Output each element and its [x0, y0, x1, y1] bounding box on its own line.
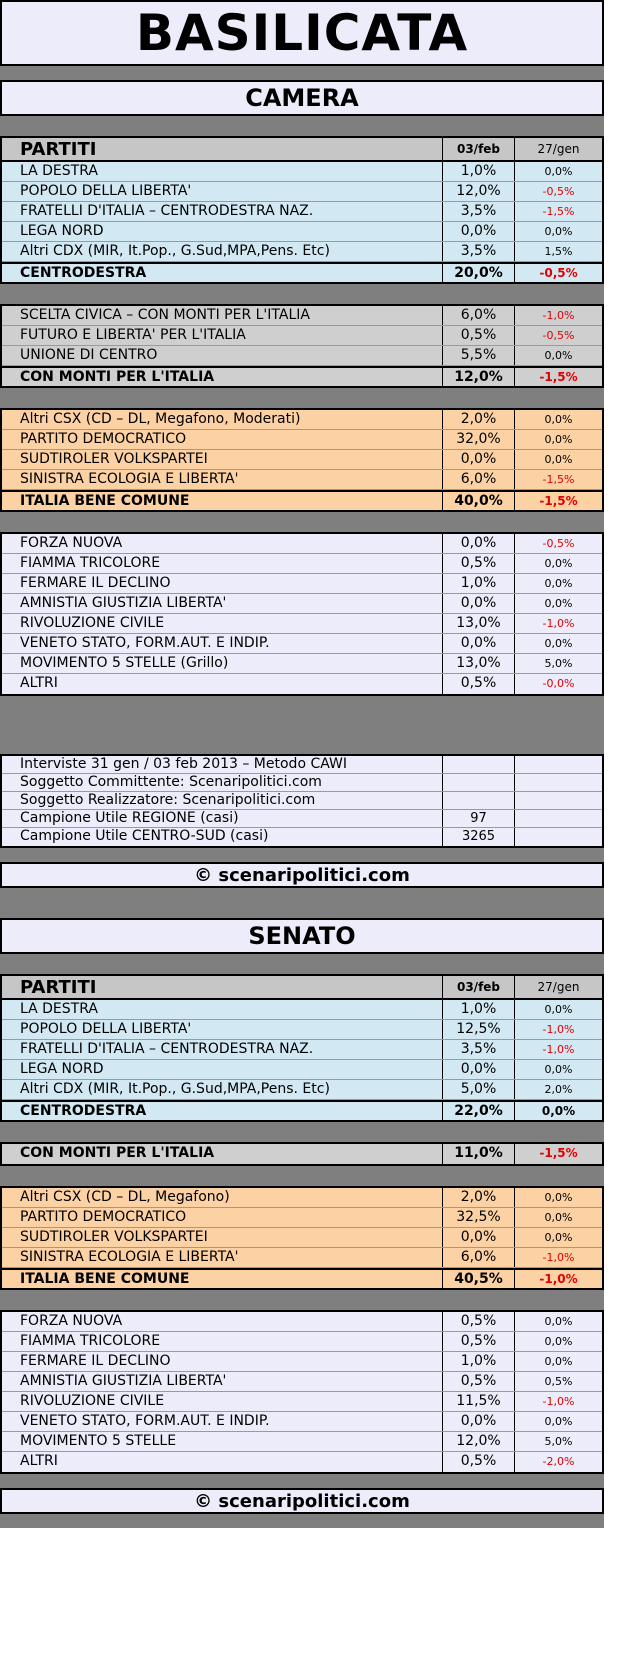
- table-row: [2, 594, 602, 614]
- table-row: [2, 1432, 602, 1452]
- table-row: [2, 182, 602, 202]
- party-name: POPOLO DELLA LIBERTA': [20, 183, 192, 199]
- value-current: 6,0%: [442, 470, 514, 489]
- party-name: Altri CDX (MIR, It.Pop., G.Sud,MPA,Pens. Etc): [20, 1081, 330, 1097]
- info-row: [2, 756, 602, 774]
- table-row: [2, 1228, 602, 1248]
- party-group-table: [0, 408, 604, 512]
- value-change: -0,5%: [514, 264, 602, 282]
- party-name: PARTITO DEMOCRATICO: [20, 1209, 187, 1225]
- table-row: [2, 162, 602, 182]
- party-name: RIVOLUZIONE CIVILE: [20, 1393, 165, 1409]
- value-current: 13,0%: [442, 614, 514, 633]
- value-change: -1,5%: [514, 368, 602, 386]
- divider: [0, 1290, 604, 1310]
- party-group-table: [0, 136, 604, 284]
- table-row: [2, 222, 602, 242]
- value-change: 0,0%: [514, 1228, 602, 1247]
- info-value: 97: [442, 810, 514, 827]
- coalition-total-row: [2, 262, 602, 282]
- value-change: 0,0%: [514, 1060, 602, 1079]
- table-row: [2, 1332, 602, 1352]
- party-group-table: [0, 974, 604, 1122]
- divider: [0, 1122, 604, 1142]
- table-row: [2, 614, 602, 634]
- divider: [0, 1474, 604, 1488]
- divider: [0, 954, 604, 974]
- party-name: CENTRODESTRA: [20, 1103, 147, 1119]
- divider: [0, 66, 604, 80]
- party-name: SCELTA CIVICA – CON MONTI PER L'ITALIA: [20, 307, 310, 323]
- info-row: [2, 810, 602, 828]
- table-row: [2, 450, 602, 470]
- value-change: 0,0%: [514, 1188, 602, 1207]
- value-change: -1,5%: [514, 492, 602, 510]
- table-row: [2, 202, 602, 222]
- value-current: 0,0%: [442, 222, 514, 241]
- party-name: ITALIA BENE COMUNE: [20, 493, 190, 509]
- party-name: Altri CSX (CD – DL, Megafono): [20, 1189, 230, 1205]
- party-group-table: [0, 1310, 604, 1474]
- party-name: UNIONE DI CENTRO: [20, 347, 158, 363]
- party-name: FUTURO E LIBERTA' PER L'ITALIA: [20, 327, 246, 343]
- value-change: -1,0%: [514, 306, 602, 325]
- value-current: 1,0%: [442, 162, 514, 181]
- party-name: MOVIMENTO 5 STELLE: [20, 1433, 177, 1449]
- table-row: [2, 574, 602, 594]
- value-current: 3,5%: [442, 242, 514, 261]
- table-row: [2, 654, 602, 674]
- info-label: Interviste 31 gen / 03 feb 2013 – Metodo CAWI: [20, 756, 348, 772]
- party-name: CON MONTI PER L'ITALIA: [20, 369, 215, 385]
- info-value: [442, 756, 514, 773]
- party-name: FERMARE IL DECLINO: [20, 575, 171, 591]
- party-name: ALTRI: [20, 1453, 58, 1469]
- value-current: 40,5%: [442, 1270, 514, 1288]
- party-name: SINISTRA ECOLOGIA E LIBERTA': [20, 471, 239, 487]
- value-change: -1,5%: [514, 202, 602, 221]
- table-row: [2, 1412, 602, 1432]
- party-name: VENETO STATO, FORM.AUT. E INDIP.: [20, 1413, 270, 1429]
- coalition-total-row: [2, 366, 602, 386]
- value-change: -0,5%: [514, 534, 602, 553]
- table-row: [2, 1372, 602, 1392]
- info-empty: [514, 774, 602, 791]
- party-name: CON MONTI PER L'ITALIA: [20, 1145, 215, 1161]
- party-name: FORZA NUOVA: [20, 1313, 123, 1329]
- table-row: [2, 674, 602, 694]
- coalition-total-row: [2, 1268, 602, 1288]
- value-change: 0,0%: [514, 222, 602, 241]
- value-current: 0,0%: [442, 1412, 514, 1431]
- value-current: 0,0%: [442, 1060, 514, 1079]
- info-label: Soggetto Realizzatore: Scenaripolitici.com: [20, 792, 316, 808]
- value-current: 3,5%: [442, 202, 514, 221]
- value-change: 0,0%: [514, 574, 602, 593]
- value-change: 0,0%: [514, 1332, 602, 1351]
- table-row: [2, 1080, 602, 1100]
- party-name: POPOLO DELLA LIBERTA': [20, 1021, 192, 1037]
- table-header: [2, 138, 602, 162]
- value-change: -1,0%: [514, 614, 602, 633]
- value-current: 0,5%: [442, 1372, 514, 1391]
- value-change: 5,0%: [514, 654, 602, 673]
- table-row: [2, 1040, 602, 1060]
- value-current: 5,0%: [442, 1080, 514, 1099]
- value-change: 0,0%: [514, 1102, 602, 1120]
- divider: [0, 848, 604, 862]
- party-name: AMNISTIA GIUSTIZIA LIBERTA': [20, 595, 227, 611]
- value-current: 0,5%: [442, 674, 514, 694]
- divider: [0, 116, 604, 136]
- value-current: 0,5%: [442, 1452, 514, 1472]
- divider: [0, 888, 604, 918]
- value-current: 12,0%: [442, 1432, 514, 1451]
- party-name: LEGA NORD: [20, 223, 104, 239]
- header-date-current: 03/feb: [442, 976, 514, 998]
- party-name: FIAMMA TRICOLORE: [20, 1333, 161, 1349]
- info-empty: [514, 792, 602, 809]
- table-header: [2, 976, 602, 1000]
- info-row: [2, 792, 602, 810]
- value-change: -1,0%: [514, 1270, 602, 1288]
- table-row: [2, 1352, 602, 1372]
- value-change: 0,5%: [514, 1372, 602, 1391]
- info-empty: [514, 756, 602, 773]
- party-name: FORZA NUOVA: [20, 535, 123, 551]
- value-current: 2,0%: [442, 410, 514, 429]
- value-change: 0,0%: [514, 1312, 602, 1331]
- party-name: LA DESTRA: [20, 163, 98, 179]
- value-change: -1,5%: [514, 1144, 602, 1164]
- camera-title: CAMERA: [0, 80, 604, 116]
- table-row: [2, 554, 602, 574]
- value-change: 0,0%: [514, 162, 602, 181]
- divider: [0, 1514, 604, 1528]
- value-change: -1,0%: [514, 1040, 602, 1059]
- table-row: [2, 410, 602, 430]
- value-current: 12,0%: [442, 182, 514, 201]
- value-change: -0,5%: [514, 182, 602, 201]
- value-change: 0,0%: [514, 450, 602, 469]
- info-empty: [514, 810, 602, 827]
- party-group-table: [0, 1186, 604, 1290]
- value-current: 0,5%: [442, 1332, 514, 1351]
- value-change: 0,0%: [514, 1000, 602, 1019]
- table-row: [2, 1000, 602, 1020]
- header-date-previous: 27/gen: [514, 138, 602, 160]
- party-name: LEGA NORD: [20, 1061, 104, 1077]
- value-current: 5,5%: [442, 346, 514, 365]
- party-group-table: [0, 1142, 604, 1166]
- value-current: 0,0%: [442, 594, 514, 613]
- table-row: [2, 346, 602, 366]
- info-row: [2, 828, 602, 846]
- party-name: FERMARE IL DECLINO: [20, 1353, 171, 1369]
- value-current: 20,0%: [442, 264, 514, 282]
- header-date-previous: 27/gen: [514, 976, 602, 998]
- table-row: [2, 430, 602, 450]
- party-name: MOVIMENTO 5 STELLE (Grillo): [20, 655, 229, 671]
- value-change: 1,5%: [514, 242, 602, 261]
- camera-section: [0, 136, 604, 696]
- value-change: 0,0%: [514, 1412, 602, 1431]
- value-current: 0,0%: [442, 634, 514, 653]
- coalition-total-row: [2, 1100, 602, 1120]
- table-row: [2, 470, 602, 490]
- party-name: RIVOLUZIONE CIVILE: [20, 615, 165, 631]
- party-name: ITALIA BENE COMUNE: [20, 1271, 190, 1287]
- info-value: 3265: [442, 828, 514, 846]
- header-party: PARTITI: [20, 139, 97, 160]
- value-current: 11,5%: [442, 1392, 514, 1411]
- senato-credit: © scenaripolitici.com: [0, 1488, 604, 1514]
- table-row: [2, 1392, 602, 1412]
- value-current: 12,5%: [442, 1020, 514, 1039]
- value-current: 13,0%: [442, 654, 514, 673]
- info-label: Campione Utile REGIONE (casi): [20, 810, 239, 826]
- party-name: CENTRODESTRA: [20, 265, 147, 281]
- party-group-table: [0, 304, 604, 388]
- value-current: 6,0%: [442, 1248, 514, 1267]
- senato-title: SENATO: [0, 918, 604, 954]
- party-name: PARTITO DEMOCRATICO: [20, 431, 187, 447]
- value-current: 2,0%: [442, 1188, 514, 1207]
- info-label: Campione Utile CENTRO-SUD (casi): [20, 828, 269, 844]
- info-value: [442, 774, 514, 791]
- table-row: [2, 306, 602, 326]
- value-current: 22,0%: [442, 1102, 514, 1120]
- table-row: [2, 534, 602, 554]
- value-change: 0,0%: [514, 554, 602, 573]
- value-change: -1,0%: [514, 1248, 602, 1267]
- divider: [0, 696, 604, 754]
- value-change: -2,0%: [514, 1452, 602, 1472]
- table-row: [2, 1248, 602, 1268]
- value-change: 0,0%: [514, 430, 602, 449]
- value-current: 0,5%: [442, 326, 514, 345]
- party-name: AMNISTIA GIUSTIZIA LIBERTA': [20, 1373, 227, 1389]
- value-current: 6,0%: [442, 306, 514, 325]
- value-current: 1,0%: [442, 574, 514, 593]
- value-change: -1,5%: [514, 470, 602, 489]
- value-change: 2,0%: [514, 1080, 602, 1099]
- table-row: [2, 242, 602, 262]
- value-current: 40,0%: [442, 492, 514, 510]
- table-row: [2, 634, 602, 654]
- table-row: [2, 1312, 602, 1332]
- divider: [0, 512, 604, 532]
- table-row: [2, 1060, 602, 1080]
- divider: [0, 388, 604, 408]
- table-row: [2, 1020, 602, 1040]
- value-current: 32,0%: [442, 430, 514, 449]
- senato-section: [0, 974, 604, 1474]
- party-name: SINISTRA ECOLOGIA E LIBERTA': [20, 1249, 239, 1265]
- info-row: [2, 774, 602, 792]
- header-date-current: 03/feb: [442, 138, 514, 160]
- value-change: 5,0%: [514, 1432, 602, 1451]
- info-empty: [514, 828, 602, 846]
- value-current: 0,5%: [442, 554, 514, 573]
- party-name: Altri CDX (MIR, It.Pop., G.Sud,MPA,Pens. Etc): [20, 243, 330, 259]
- header-party: PARTITI: [20, 977, 97, 998]
- party-name: LA DESTRA: [20, 1001, 98, 1017]
- value-current: 11,0%: [442, 1144, 514, 1164]
- value-current: 12,0%: [442, 368, 514, 386]
- value-change: -1,0%: [514, 1392, 602, 1411]
- survey-info-table: [0, 754, 604, 848]
- value-current: 1,0%: [442, 1000, 514, 1019]
- value-current: 0,0%: [442, 534, 514, 553]
- value-change: 0,0%: [514, 1208, 602, 1227]
- party-name: ALTRI: [20, 675, 58, 691]
- value-change: 0,0%: [514, 410, 602, 429]
- party-name: SUDTIROLER VOLKSPARTEI: [20, 451, 208, 467]
- value-change: 0,0%: [514, 1352, 602, 1371]
- value-current: 0,0%: [442, 450, 514, 469]
- value-change: 0,0%: [514, 634, 602, 653]
- divider: [0, 1166, 604, 1186]
- value-change: -0,5%: [514, 326, 602, 345]
- camera-credit: © scenaripolitici.com: [0, 862, 604, 888]
- party-name: SUDTIROLER VOLKSPARTEI: [20, 1229, 208, 1245]
- party-group-table: [0, 532, 604, 696]
- table-row: [2, 326, 602, 346]
- party-name: VENETO STATO, FORM.AUT. E INDIP.: [20, 635, 270, 651]
- divider: [0, 284, 604, 304]
- region-title: BASILICATA: [0, 0, 604, 66]
- coalition-total-row: [2, 490, 602, 510]
- party-name: FRATELLI D'ITALIA – CENTRODESTRA NAZ.: [20, 203, 314, 219]
- value-current: 1,0%: [442, 1352, 514, 1371]
- info-label: Soggetto Committente: Scenaripolitici.com: [20, 774, 322, 790]
- value-change: 0,0%: [514, 594, 602, 613]
- value-current: 3,5%: [442, 1040, 514, 1059]
- value-change: -0,0%: [514, 674, 602, 694]
- party-name: Altri CSX (CD – DL, Megafono, Moderati): [20, 411, 301, 427]
- party-name: FRATELLI D'ITALIA – CENTRODESTRA NAZ.: [20, 1041, 314, 1057]
- info-value: [442, 792, 514, 809]
- value-current: 32,5%: [442, 1208, 514, 1227]
- table-row: [2, 1452, 602, 1472]
- value-current: 0,5%: [442, 1312, 514, 1331]
- value-change: 0,0%: [514, 346, 602, 365]
- value-current: 0,0%: [442, 1228, 514, 1247]
- coalition-total-row: [2, 1144, 602, 1164]
- value-change: -1,0%: [514, 1020, 602, 1039]
- table-row: [2, 1188, 602, 1208]
- party-name: FIAMMA TRICOLORE: [20, 555, 161, 571]
- table-row: [2, 1208, 602, 1228]
